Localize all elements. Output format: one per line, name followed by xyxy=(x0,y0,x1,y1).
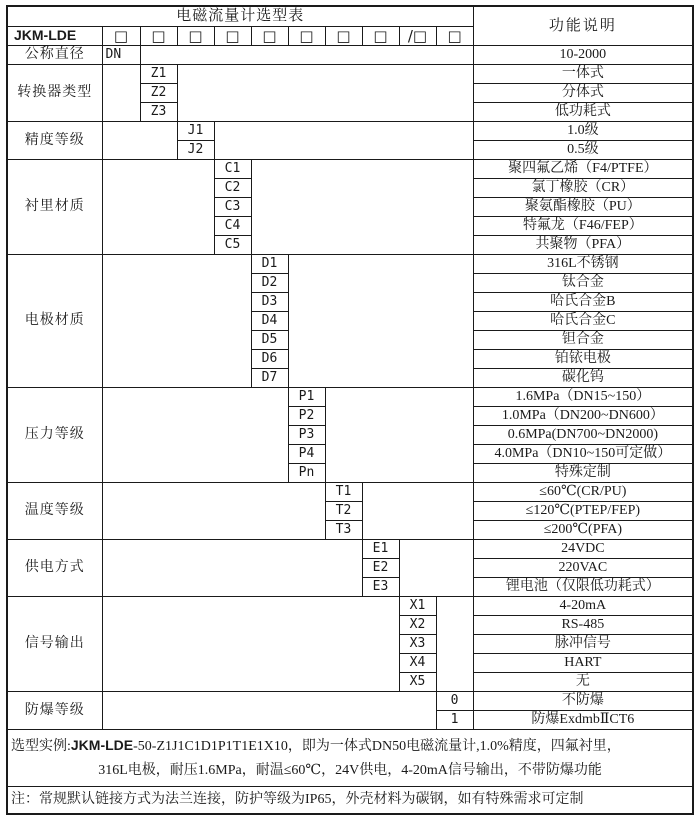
option-code: J1 xyxy=(177,122,214,141)
option-desc: 特氟龙（F46/FEP） xyxy=(473,217,693,236)
option-code: P4 xyxy=(288,445,325,464)
option-code: D2 xyxy=(251,274,288,293)
empty-cell xyxy=(325,388,473,483)
option-desc: 0.6MPa(DN700~DN2000) xyxy=(473,426,693,445)
group-label-pressure-rating: 压力等级 xyxy=(7,388,102,483)
option-code: Pn xyxy=(288,464,325,483)
option-code: E1 xyxy=(362,540,399,559)
option-desc: 铂铱电极 xyxy=(473,350,693,369)
option-code: X3 xyxy=(399,635,436,654)
option-desc: 1.0级 xyxy=(473,122,693,141)
option-code: C5 xyxy=(214,236,251,255)
option-desc: 无 xyxy=(473,673,693,692)
option-code: DN xyxy=(102,46,140,65)
option-desc: HART xyxy=(473,654,693,673)
option-desc: 1.0MPa（DN200~DN600） xyxy=(473,407,693,426)
option-desc: 聚四氟乙烯（F4/PTFE） xyxy=(473,160,693,179)
group-label-explosion-proof-rating: 防爆等级 xyxy=(7,692,102,730)
group-label-nominal-diameter: 公称直径 xyxy=(7,46,102,65)
option-code: D6 xyxy=(251,350,288,369)
option-desc: 碳化钨 xyxy=(473,369,693,388)
option-code: D1 xyxy=(251,255,288,274)
empty-cell xyxy=(140,46,473,65)
option-code: D7 xyxy=(251,369,288,388)
code-box-1: □ xyxy=(102,27,140,46)
option-desc: 1.6MPa（DN15~150） xyxy=(473,388,693,407)
option-code: E2 xyxy=(362,559,399,578)
code-box-2: □ xyxy=(140,27,177,46)
option-desc: 10-2000 xyxy=(473,46,693,65)
option-code: Z3 xyxy=(140,103,177,122)
empty-cell xyxy=(436,597,473,692)
option-code: 0 xyxy=(436,692,473,711)
option-desc: 哈氏合金C xyxy=(473,312,693,331)
option-desc: 哈氏合金B xyxy=(473,293,693,312)
option-code: D3 xyxy=(251,293,288,312)
code-box-3: □ xyxy=(177,27,214,46)
selection-example-line1 xyxy=(11,734,689,759)
empty-cell xyxy=(102,65,140,122)
option-desc: 316L不锈钢 xyxy=(473,255,693,274)
empty-cell xyxy=(362,483,473,540)
option-code: X1 xyxy=(399,597,436,616)
option-code: P1 xyxy=(288,388,325,407)
example-description: -50-Z1J1C1D1P1T1E1X10，即为一体式DN50电磁流量计,1.0%精度，四氟衬里， xyxy=(133,738,621,754)
code-box-9: /□ xyxy=(399,27,436,46)
group-label-signal-output: 信号输出 xyxy=(7,597,102,692)
option-code: Z2 xyxy=(140,84,177,103)
option-code: J2 xyxy=(177,141,214,160)
table-title: 电磁流量计选型表 xyxy=(7,6,473,27)
empty-cell xyxy=(399,540,473,597)
option-desc: 防爆ExdmbⅡCT6 xyxy=(473,711,693,730)
group-label-converter-type: 转换器类型 xyxy=(7,65,102,122)
option-desc: 聚氨酯橡胶（PU） xyxy=(473,198,693,217)
option-code: P3 xyxy=(288,426,325,445)
selection-example-line2: 316L电极，耐压1.6MPa，耐温≤60℃，24V供电，4-20mA信号输出，不带防爆功能 xyxy=(98,762,602,778)
option-code: T1 xyxy=(325,483,362,502)
empty-cell xyxy=(102,483,325,540)
footer-note: 注：常规默认链接方式为法兰连接，防护等级为IP65，外壳材料为碳钢，如有特殊需求可定制 xyxy=(7,787,693,815)
empty-cell xyxy=(102,388,288,483)
option-code: T2 xyxy=(325,502,362,521)
option-desc: ≤200℃(PFA) xyxy=(473,521,693,540)
option-desc: 脉冲信号 xyxy=(473,635,693,654)
option-desc: 24VDC xyxy=(473,540,693,559)
empty-cell xyxy=(102,597,399,692)
option-desc: 0.5级 xyxy=(473,141,693,160)
option-desc: 锂电池（仅限低功耗式） xyxy=(473,578,693,597)
code-box-4: □ xyxy=(214,27,251,46)
option-code: C2 xyxy=(214,179,251,198)
option-code: Z1 xyxy=(140,65,177,84)
option-desc: 钽合金 xyxy=(473,331,693,350)
option-desc: 低功耗式 xyxy=(473,103,693,122)
option-code: D5 xyxy=(251,331,288,350)
group-label-electrode-material: 电极材质 xyxy=(7,255,102,388)
empty-cell xyxy=(102,692,436,730)
empty-cell xyxy=(102,160,214,255)
code-box-10: □ xyxy=(436,27,473,46)
code-box-7: □ xyxy=(325,27,362,46)
selection-table xyxy=(6,5,694,815)
option-desc: 氯丁橡胶（CR） xyxy=(473,179,693,198)
option-code: D4 xyxy=(251,312,288,331)
option-desc: 不防爆 xyxy=(473,692,693,711)
option-code: C3 xyxy=(214,198,251,217)
option-code: T3 xyxy=(325,521,362,540)
option-desc: RS-485 xyxy=(473,616,693,635)
model-prefix: JKM-LDE xyxy=(7,27,102,46)
group-label-accuracy-class: 精度等级 xyxy=(7,122,102,160)
option-desc: 一体式 xyxy=(473,65,693,84)
option-desc: 共聚物（PFA） xyxy=(473,236,693,255)
option-desc: 4.0MPa（DN10~150可定做） xyxy=(473,445,693,464)
option-code: X5 xyxy=(399,673,436,692)
group-label-lining-material: 衬里材质 xyxy=(7,160,102,255)
option-desc: 分体式 xyxy=(473,84,693,103)
option-desc: 220VAC xyxy=(473,559,693,578)
example-model-code: JKM-LDE xyxy=(70,736,134,753)
option-code: X2 xyxy=(399,616,436,635)
code-box-6: □ xyxy=(288,27,325,46)
group-label-power-supply: 供电方式 xyxy=(7,540,102,597)
option-code: P2 xyxy=(288,407,325,426)
empty-cell xyxy=(177,65,473,122)
empty-cell xyxy=(288,255,473,388)
option-code: X4 xyxy=(399,654,436,673)
option-desc: 特殊定制 xyxy=(473,464,693,483)
empty-cell xyxy=(251,160,473,255)
empty-cell xyxy=(102,122,177,160)
option-desc: 4-20mA xyxy=(473,597,693,616)
option-code: C4 xyxy=(214,217,251,236)
function-column-header: 功能说明 xyxy=(473,6,693,46)
empty-cell xyxy=(102,540,362,597)
code-box-5: □ xyxy=(251,27,288,46)
option-code: 1 xyxy=(436,711,473,730)
empty-cell xyxy=(102,255,251,388)
option-code: E3 xyxy=(362,578,399,597)
option-code: C1 xyxy=(214,160,251,179)
option-desc: 钛合金 xyxy=(473,274,693,293)
option-desc: ≤120℃(PTEP/FEP) xyxy=(473,502,693,521)
group-label-temperature-rating: 温度等级 xyxy=(7,483,102,540)
example-prefix: 选型实例: xyxy=(11,738,71,754)
empty-cell xyxy=(214,122,473,160)
option-desc: ≤60℃(CR/PU) xyxy=(473,483,693,502)
code-box-8: □ xyxy=(362,27,399,46)
selection-example xyxy=(7,730,693,787)
